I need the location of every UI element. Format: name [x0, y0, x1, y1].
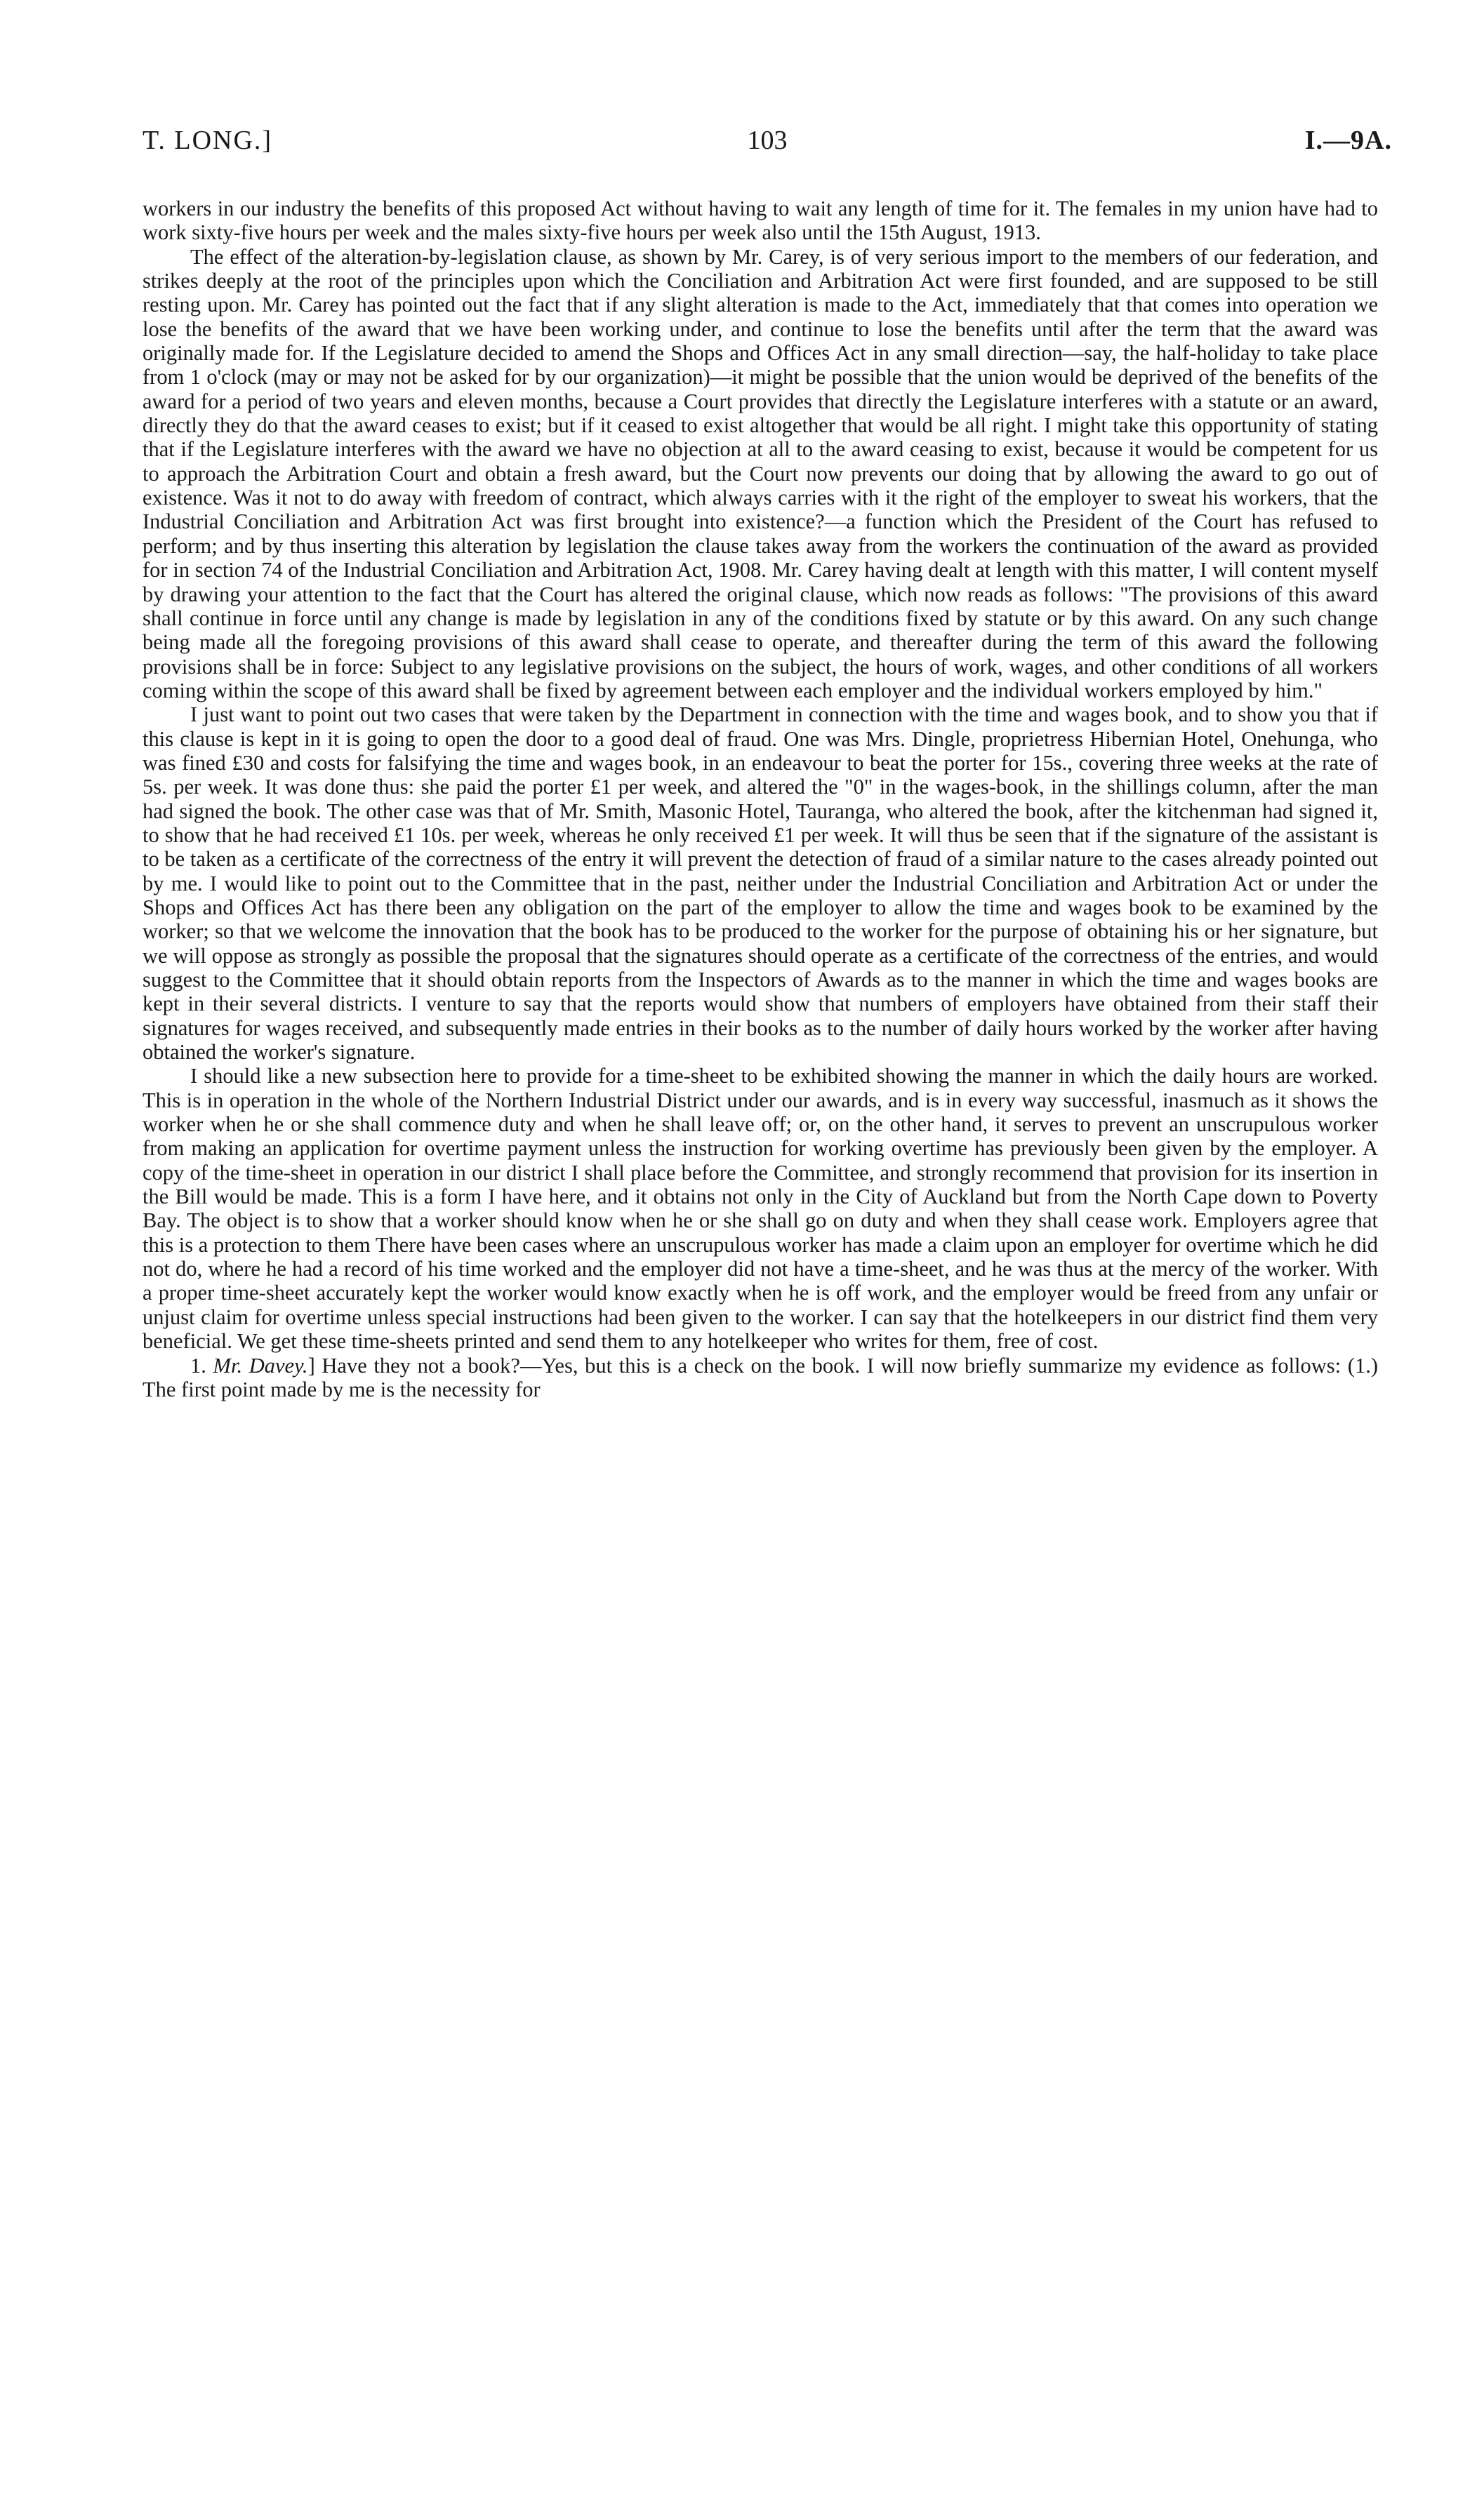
question-number: 1.: [190, 1353, 206, 1378]
answer-text: ] Have they not a book?—Yes, but this is a check on the book. I will now briefly summarize my evidence as follows: (1.) The first point made by me is the necessity for: [143, 1353, 1378, 1401]
paragraph-alteration-clause: The effect of the alteration-by-legislation clause, as shown by Mr. Carey, is of very serious import to the members of our federation, and strikes deeply at the root of the principles upon which the Conciliation and Arbitration Act were first founded, and are supposed to be still resting upon. Mr. Carey has pointed out the fact that if any slight alteration is made to the Act, immediately that that comes into operation we lose the benefits of the award that we have been working under, and continue to lose the benefits until after the term that the award was originally made for. If the Legislature decided to amend the Shops and Offices Act in any small direction—say, the half-holiday to take place from 1 o'clock (may or may not be asked for by our organization)—it might be possible that the union would be deprived of the benefits of the award for a period of two years and eleven months, because a Court provides that directly the Legislature interferes with a statute or an award, directly they do that the award ceases to exist; but if it ceased to exist altogether that would be all right. I might take this opportunity of stating that if the Legislature interferes with the award we have no objection at all to the award ceasing to exist, because it would be competent for us to approach the Arbitration Court and obtain a fresh award, but the Court now prevents our doing that by allowing the award to go out of existence. Was it not to do away with freedom of contract, which always carries with it the right of the employer to sweat his workers, that the Industrial Conciliation and Arbitration Act was first brought into existence?—a function which the President of the Court has refused to perform; and by thus inserting this alteration by legislation the clause takes away from the workers the continuation of the award as provided for in section 74 of the Industrial Conciliation and Arbitration Act, 1908. Mr. Carey having dealt at length with this matter, I will content myself by drawing your attention to the fact that the Court has altered the original clause, which now reads as follows: "The provisions of this award shall continue in force until any change is made by legislation in any of the conditions fixed by statute or by this award. On any such change being made all the foregoing provisions of this award shall cease to operate, and thereafter during the term of this award the following provisions shall be in force: Subject to any legislative provisions on the subject, the hours of work, wages, and other conditions of all workers coming within the scope of this award shall be fixed by agreement between each employer and the individual workers employed by him.": [143, 244, 1378, 702]
header-page-number: 103: [747, 126, 788, 155]
paragraph-question-answer: [143, 1354, 1378, 1402]
paragraph-fraud-cases: I just want to point out two cases that were taken by the Department in connection with the time and wages book, and to show you that if this clause is kept in it is going to open the door to a good deal of fraud. One was Mrs. Dingle, proprietress Hibernian Hotel, Onehunga, who was fined £30 and costs for falsifying the time and wages book, in an endeavour to beat the porter for 15s., covering three weeks at the rate of 5s. per week. It was done thus: she paid the porter £1 per week, and altered the "0" in the wages-book, in the shillings column, after the man had signed the book. The other case was that of Mr. Smith, Masonic Hotel, Tauranga, who altered the book, after the kitchenman had signed it, to show that he had received £1 10s. per week, whereas he only received £1 per week. It will thus be seen that if the signature of the assistant is to be taken as a certificate of the correctness of the entry it will prevent the detection of fraud of a similar nature to the cases already pointed out by me. I would like to point out to the Committee that in the past, neither under the Industrial Conciliation and Arbitration Act or under the Shops and Offices Act has there been any obligation on the part of the employer to allow the time and wages book to be examined by the worker; so that we welcome the innovation that the book has to be produced to the worker for the purpose of obtaining his or her signature, but we will oppose as strongly as possible the proposal that the signatures should operate as a certificate of the correctness of the entries, and would suggest to the Committee that it should obtain reports from the Inspectors of Awards as to the manner in which the time and wages books are kept in their several districts. I venture to say that the reports would show that numbers of employers have obtained from their staff their signatures for wages received, and subsequently made entries in their books as to the number of daily hours worked by the worker after having obtained the worker's signature.: [143, 702, 1378, 1065]
document-body: [143, 196, 1378, 1401]
paragraph-continuation: workers in our industry the benefits of this proposed Act without having to wait any length of time for it. The females in my union have had to work sixty-five hours per week and the males sixty-five hours per week also until the 15th August, 1913.: [143, 196, 1378, 245]
header-document-reference: I.—9A.: [1304, 126, 1392, 155]
speaker-name: Mr. Davey.: [213, 1353, 308, 1378]
page-header: [143, 125, 1392, 160]
header-witness-name: T. LONG.]: [143, 126, 273, 155]
paragraph-time-sheet: I should like a new subsection here to provide for a time-sheet to be exhibited showing the manner in which the daily hours are worked. This is in operation in the whole of the Northern Industrial District under our awards, and is in every way successful, inasmuch as it shows the worker when he or she shall commence duty and when he shall leave off; or, on the other hand, it serves to prevent an unscrupulous worker from making an application for overtime payment unless the instruction for working overtime has previously been given by the employer. A copy of the time-sheet in operation in our district I shall place before the Committee, and strongly recommend that provision for its insertion in the Bill would be made. This is a form I have here, and it obtains not only in the City of Auckland but from the North Cape down to Poverty Bay. The object is to show that a worker should know when he or she shall go on duty and when they shall cease work. Employers agree that this is a protection to them There have been cases where an unscrupulous worker has made a claim upon an employer for overtime which he did not do, where he had a record of his time worked and the employer did not have a time-sheet, and he was thus at the mercy of the worker. With a proper time-sheet accurately kept the worker would know exactly when he is off work, and the employer would be freed from any unfair or unjust claim for overtime unless special instructions had been given to the worker. I can say that the hotelkeepers in our district find them very beneficial. We get these time-sheets printed and send them to any hotelkeeper who writes for them, free of cost.: [143, 1064, 1378, 1354]
